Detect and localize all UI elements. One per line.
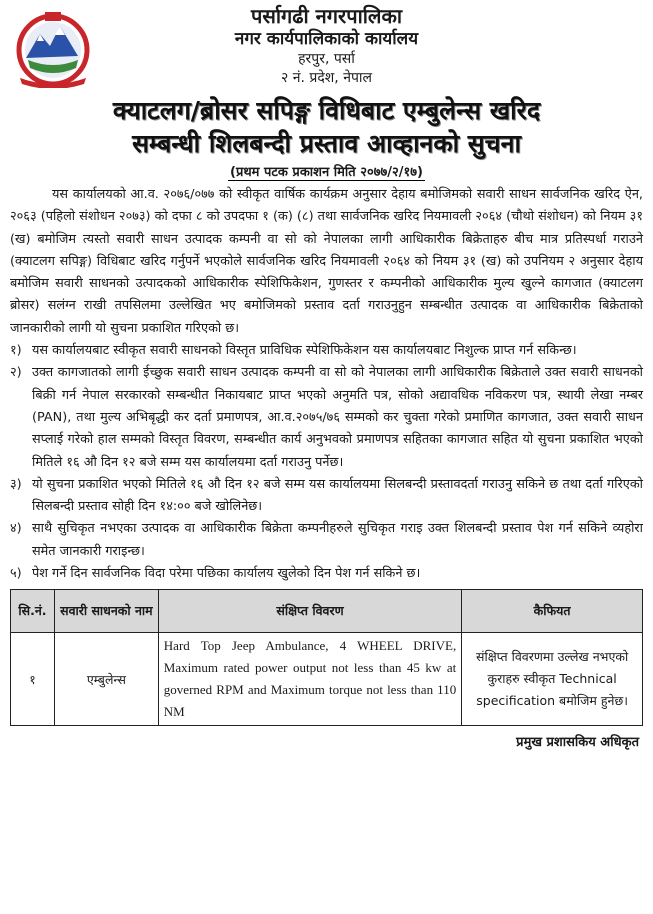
notice-title [47, 94, 607, 160]
item-number: २) [10, 365, 22, 381]
item-number: ५) [10, 566, 22, 582]
vehicle-table [10, 589, 643, 726]
item-text: यो सुचना प्रकाशित भएको मितिले १६ औ दिन १२ बजे सम्म यस कार्यालयमा सिलबन्दी प्रस्तावदर्ता गराउनु सकिने छ तथा दर्ता गरिएको सिलबन्दी प्रस्ताव सोही दिन १४:०० बजे खोलिनेछ। [32, 476, 643, 515]
item-text: उक्त कागजातको लागी ईच्छुक सवारी साधन उत्पादक कम्पनी वा सो को नेपालका लागी आधिकारीक बिक्रेताले उक्त सवारी साधनको बिक्री गर्न नेपाल सरकारको सम्बन्धीत निकायबाट प्राप्त भएको अनुमति पत्र, सोको अद्यावधिक नविकरण पत्र, स्थायी लेखा नम्बर (PAN), तथा मुल्य अभिबृद्धी कर दर्ता प्रमाणपत्र, आ.व.२०७५/७६ सम्मको कर चुक्ता गरेको प्रमाणित कागजात, उक्त सवारी साधन सप्लाई गरेको हाल सम्मको विस्तृत विवरण, सम्बन्धीत कार्य अनुभवको प्रमाणपत्र सहितका कागजात सहित यो सुचना प्रकाशित भएको मितिले १६ औ दिन १२ बजे सम्म यस कार्यालयमा दर्ता गराउनु पर्नेछ। [32, 365, 643, 470]
header-serial: सि.नं. [11, 590, 55, 633]
notice-title-line-1: क्याटलग/ब्रोसर सपिङ्ग विधिबाट एम्बुलेन्स खरिद [112, 96, 541, 125]
item-text: पेश गर्ने दिन सार्वजनिक विदा परेमा पछिका कार्यालय खुलेको दिन पेश गर्न सकिने छ। [32, 566, 421, 582]
table-header-row [11, 590, 643, 633]
address-line-1: हरपुर, पर्सा [298, 51, 355, 67]
item-text: यस कार्यालयबाट स्वीकृत सवारी साधनको विस्तृत प्राविधिक स्पेशिफिकेशन यस कार्यालयबाट निशुल्क प्राप्त गर्न सकिन्छ। [32, 343, 577, 359]
notice-body [10, 184, 643, 585]
table-row [11, 633, 643, 726]
cell-description: Hard Top Jeep Ambulance, 4 WHEEL DRIVE, Maximum rated power output not less than 45 kw at governed RPM and Maximum torque not less than 110 NM [158, 633, 461, 726]
list-item [10, 340, 643, 362]
item-number: ३) [10, 476, 22, 492]
letterhead [10, 4, 643, 88]
cell-vehicle: एम्बुलेन्स [54, 633, 158, 726]
header-remarks: कैफियत [462, 590, 643, 633]
item-number: १) [10, 343, 22, 359]
publication-date: (प्रथम पटक प्रकाशन मिति २०७७/२/१७) [230, 165, 423, 180]
nepal-emblem-icon [12, 8, 94, 88]
header-vehicle: सवारी साधनको नाम [54, 590, 158, 633]
cell-remarks: संक्षिप्त विवरणमा उल्लेख नभएको कुराहरु स्वीकृत Technical specification बमोजिम हुनेछ। [462, 633, 643, 726]
signature: प्रमुख प्रशासकिय अधिकृत [516, 735, 639, 751]
list-item [10, 563, 643, 585]
notice-title-line-2: सम्बन्धी शिलबन्दी प्रस्ताव आव्हानको सुचना [132, 129, 521, 158]
address-line-2: २ नं. प्रदेश, नेपाल [280, 70, 373, 86]
org-name: पर्सागढी नगरपालिका [250, 4, 403, 28]
notice-page [0, 4, 653, 914]
item-number: ४) [10, 521, 22, 537]
header-description: संक्षिप्त विवरण [158, 590, 461, 633]
intro-paragraph: यस कार्यालयको आ.व. २०७६/०७७ को स्वीकृत वार्षिक कार्यक्रम अनुसार देहाय बमोजिमको सवारी साधन सार्वजनिक खरिद ऐन, २०६३ (पहिलो संशोधन २०७३) को दफा ८ को उपदफा १ (क) (८) तथा सार्वजनिक खरिद नियमावली २०६४ (चौथो संशोधन) को नियम ३१ (ख) बमोजिम त्यस्तो सवारी साधन उत्पादक कम्पनी वा सो को नेपालका लागी आधिकारीक बिक्रेताहरु बीच मात्र प्रतिस्पर्धा गराउने (क्याटलग सपिङ्ग) विधिबाट खरिद गर्नुपर्ने भएकोले सार्वजनिक खरिद नियमावली २०६४ को नियम ३१ (ख) को उपनियम २ अनुसार देहाय बमोजिम सवारी साधनको उत्पादकको आधिकारीक स्पेशिफिकेशन, गुणस्तर र कम्पनीको आधिकारीक मुल्य खुल्ने कागजात (क्याटलग ब्रोसर) सलंग्न राखी तपसिलमा उल्लेखित भए बमोजिमको प्रस्ताव दर्ता गराउनुहुन सम्बन्धीत उत्पादक वा आधिकारीक बिक्रेताको जानकारीको लागी यो सुचना प्रकाशित गरिएको छ। [10, 187, 643, 336]
cell-serial: १ [11, 633, 55, 726]
list-item [10, 518, 643, 563]
list-item [10, 362, 643, 473]
list-item [10, 474, 643, 519]
office-name: नगर कार्यपालिकाको कार्यालय [234, 29, 419, 49]
item-text: साथै सुचिकृत नभएका उत्पादक वा आधिकारीक बिक्रेता कम्पनीहरुले सुचिकृत गराइ उक्त शिलबन्दी प्रस्ताव पेश गर्न सकिने व्यहोरा समेत जानकारी गराइन्छ। [32, 521, 643, 559]
